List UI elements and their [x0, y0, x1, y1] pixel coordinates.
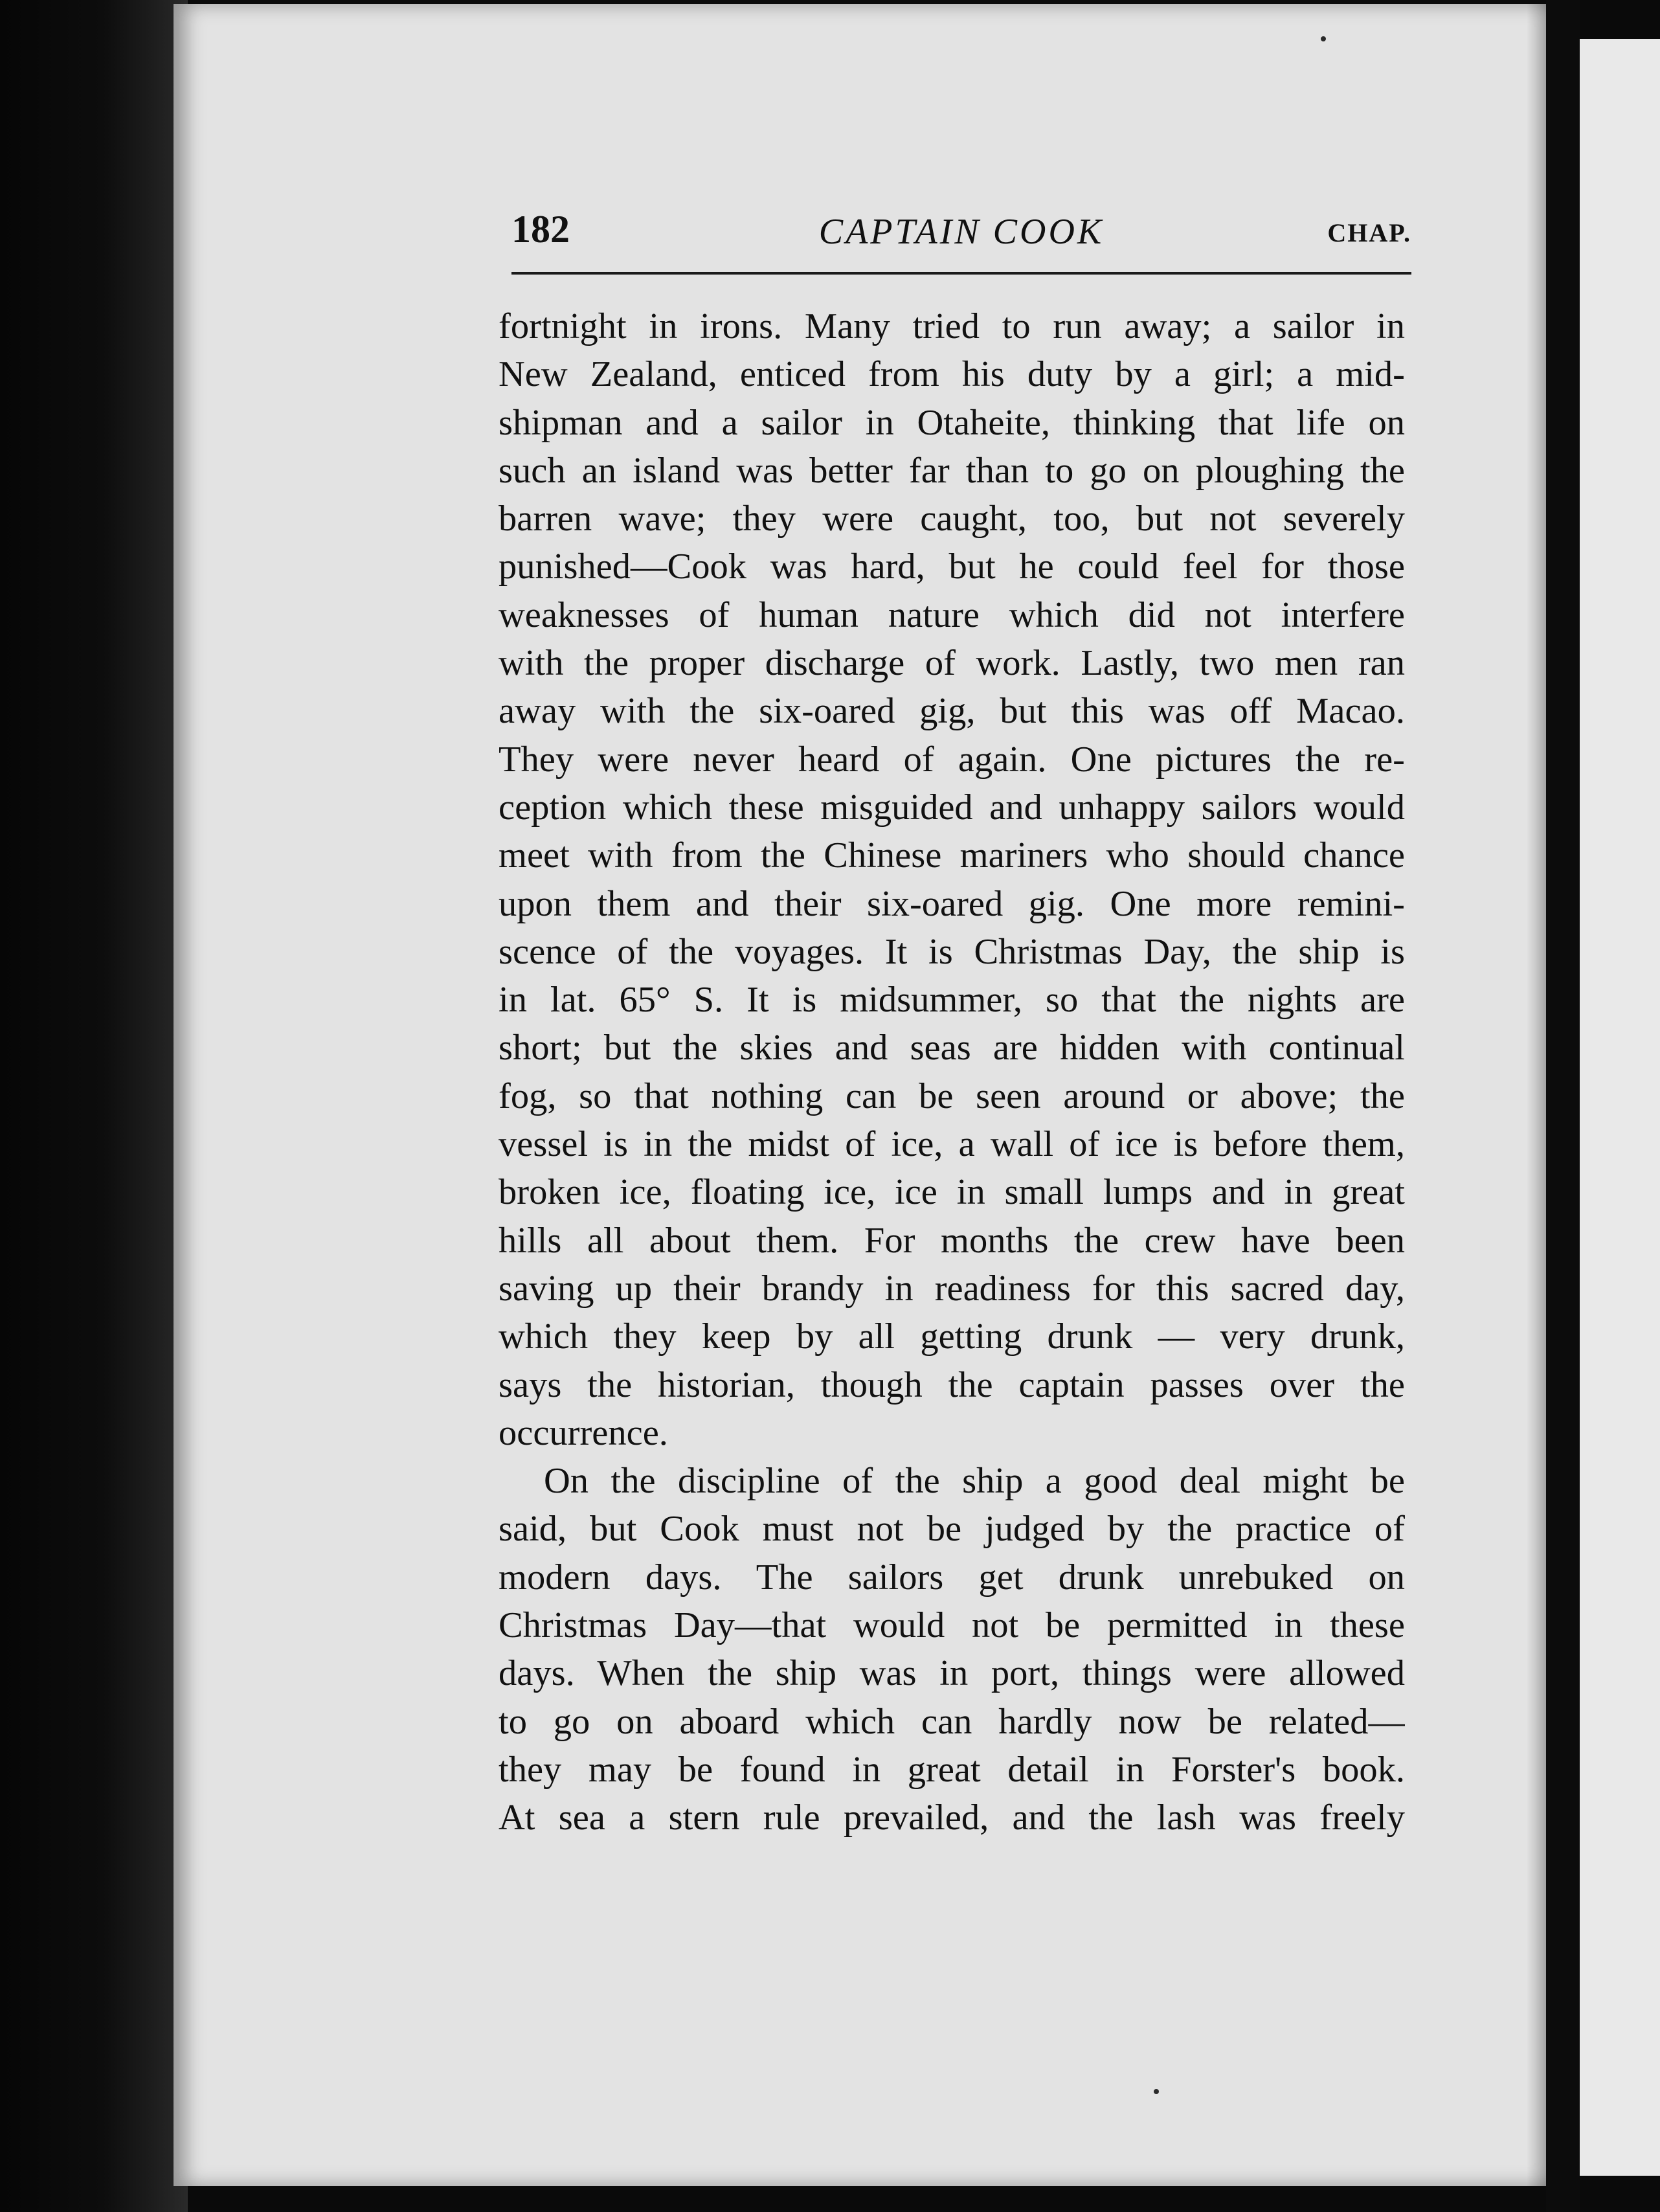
text-line: New Zealand, enticed from his duty by a girl; a mid- [499, 354, 1405, 395]
text-line: punished—Cook was hard, but he could feel for those [499, 547, 1405, 587]
text-line: hills all about them. For months the crew have been [499, 1220, 1405, 1261]
text-line: short; but the skies and seas are hidden with continual [499, 1028, 1405, 1068]
text-line: barren wave; they were caught, too, but not severely [499, 499, 1405, 539]
page-gutter [1546, 0, 1580, 2212]
chapter-label: CHAP. [1327, 218, 1411, 247]
text-line: days. When the ship was in port, things were allowed [499, 1653, 1405, 1694]
text-line: fog, so that nothing can be seen around or above; the [499, 1076, 1405, 1116]
book-spine-edge [0, 0, 188, 2212]
page-number: 182 [511, 208, 570, 251]
text-line: with the proper discharge of work. Lastly, two men ran [499, 643, 1405, 684]
text-line: such an island was better far than to go on ploughing the [499, 450, 1405, 491]
header-rule [511, 272, 1411, 275]
ink-speck [1154, 2089, 1159, 2094]
text-line: occurrence. [499, 1412, 668, 1453]
text-line: ception which these misguided and unhappy sailors would [499, 787, 1405, 828]
text-line: upon them and their six-oared gig. One more remini- [499, 883, 1405, 924]
text-line: fortnight in irons. Many tried to run away; a sailor in [499, 306, 1405, 346]
text-line: Christmas Day—that would not be permitted in these [499, 1605, 1405, 1646]
text-line: to go on aboard which can hardly now be related— [499, 1701, 1405, 1742]
text-line: They were never heard of again. One pictures the re- [499, 739, 1405, 780]
text-line: scence of the voyages. It is Christmas Day, the ship is [499, 931, 1405, 972]
facing-page-edge [1580, 39, 1660, 2176]
text-line: saving up their brandy in readiness for this sacred day, [499, 1268, 1405, 1309]
text-line: On the discipline of the ship a good deal might be [544, 1461, 1405, 1502]
page-shadow [1527, 4, 1546, 2186]
text-line: away with the six-oared gig, but this was off Macao. [499, 691, 1405, 732]
text-line: modern days. The sailors get drunk unrebuked on [499, 1557, 1405, 1597]
text-line: says the historian, though the captain passes over the [499, 1364, 1405, 1405]
body-text [499, 302, 1405, 1842]
running-header [511, 207, 1411, 278]
text-line: At sea a stern rule prevailed, and the lash was freely [499, 1798, 1405, 1838]
text-line: shipman and a sailor in Otaheite, thinking that life on [499, 402, 1405, 443]
text-line: which they keep by all getting drunk — very drunk, [499, 1316, 1405, 1357]
running-title: CAPTAIN COOK [818, 212, 1105, 252]
text-line: broken ice, floating ice, ice in small lumps and in great [499, 1172, 1405, 1213]
text-line: said, but Cook must not be judged by the practice of [499, 1509, 1405, 1550]
text-line: vessel is in the midst of ice, a wall of ice is before them, [499, 1124, 1405, 1165]
text-line: weaknesses of human nature which did not interfere [499, 594, 1405, 635]
text-line: they may be found in great detail in Forster's book. [499, 1749, 1405, 1790]
text-line: in lat. 65° S. It is midsummer, so that the nights are [499, 980, 1405, 1021]
text-line: meet with from the Chinese mariners who should chance [499, 835, 1405, 876]
ink-speck [1321, 36, 1326, 41]
